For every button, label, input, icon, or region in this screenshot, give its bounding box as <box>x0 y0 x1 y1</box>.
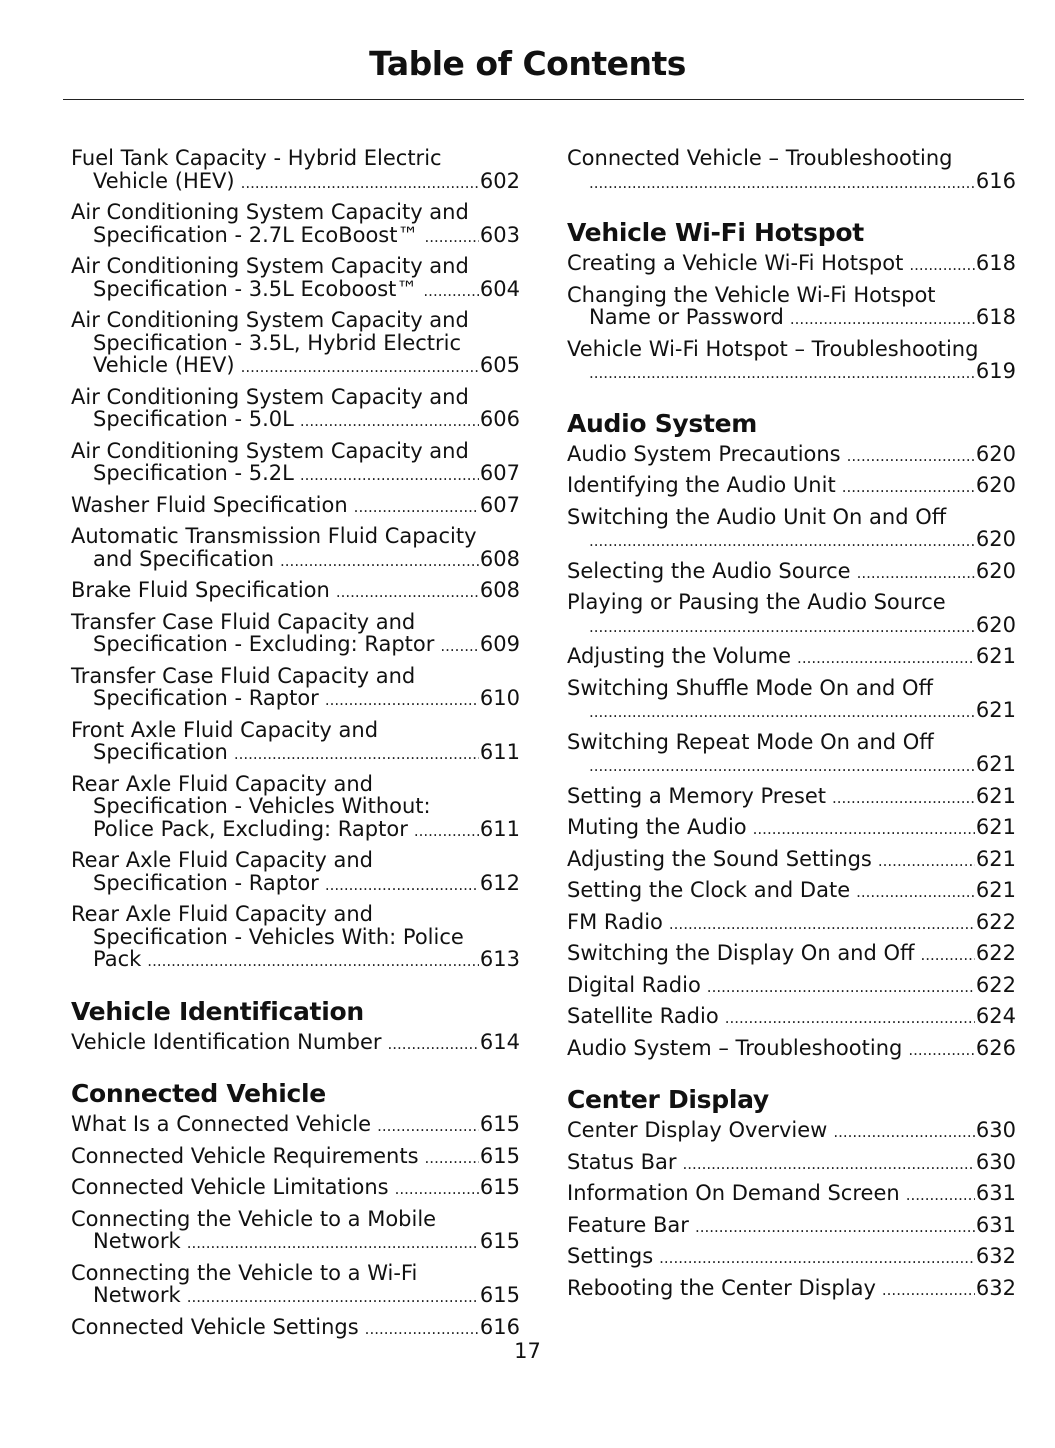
dot-leader <box>857 562 975 585</box>
toc-entry-last-line <box>71 741 520 766</box>
toc-entry[interactable] <box>567 1005 1016 1030</box>
toc-section <box>567 147 1016 194</box>
dot-leader <box>833 1121 975 1144</box>
toc-entry-text: Connecting the Vehicle to a Mobile <box>71 1206 437 1231</box>
toc-entry[interactable] <box>567 506 1016 553</box>
toc-entry[interactable] <box>71 525 520 572</box>
toc-page-number: 626 <box>975 1035 1016 1060</box>
toc-page-number: 630 <box>975 1149 1016 1174</box>
toc-page-number: 615 <box>479 1112 520 1136</box>
toc-entry[interactable] <box>567 848 1016 873</box>
toc-entry-last-line <box>567 528 1016 553</box>
toc-entry[interactable] <box>71 719 520 766</box>
toc-entry-last-line <box>71 1031 520 1056</box>
toc-entry-text: Specification - Excluding: Raptor <box>93 632 435 656</box>
section-heading: Center Display <box>567 1085 769 1114</box>
dot-leader <box>395 1178 479 1201</box>
toc-entry[interactable] <box>567 731 1016 778</box>
dot-leader <box>187 1286 479 1309</box>
toc-entry-last-line <box>567 753 1016 778</box>
toc-right-column <box>567 147 1016 1308</box>
toc-section-audio-system <box>567 409 1016 1062</box>
toc-entry-text: Switching Repeat Mode On and Off <box>567 729 934 754</box>
dot-leader <box>882 1279 975 1302</box>
section-heading: Connected Vehicle <box>71 1079 326 1108</box>
toc-entry-last-line <box>71 548 520 573</box>
toc-entry-text: Specification - Raptor <box>93 870 319 895</box>
toc-entry-text: Connected Vehicle Settings <box>71 1314 359 1339</box>
dot-leader <box>440 635 479 658</box>
dot-leader <box>909 254 975 277</box>
toc-entry-text: Vehicle Wi-Fi Hotspot – Troubleshooting <box>567 336 979 361</box>
toc-entry-text: Air Conditioning System Capacity and <box>71 438 469 463</box>
toc-entry[interactable] <box>567 911 1016 936</box>
toc-entry[interactable] <box>71 386 520 433</box>
toc-entry-text: Specification - Vehicles Without: <box>93 794 431 818</box>
toc-entry-text: Status Bar <box>567 1149 677 1174</box>
dot-leader <box>589 530 975 553</box>
toc-entry[interactable] <box>71 579 520 604</box>
toc-page-number: 631 <box>975 1181 1016 1205</box>
toc-entry[interactable] <box>71 255 520 302</box>
toc-page-number: 609 <box>479 632 520 656</box>
toc-page-number: 618 <box>975 251 1016 275</box>
toc-entry-last-line <box>567 252 1016 277</box>
toc-entry-last-line <box>567 360 1016 385</box>
dot-leader <box>908 1039 975 1062</box>
toc-page-number: 620 <box>975 441 1016 466</box>
toc-entry-last-line <box>71 278 520 303</box>
toc-entry-text: Air Conditioning System Capacity and <box>71 200 469 224</box>
toc-entry[interactable] <box>71 309 520 379</box>
toc-entry-text: Vehicle (HEV) <box>93 168 235 193</box>
dot-leader <box>669 913 975 936</box>
toc-entry-text: What Is a Connected Vehicle <box>71 1112 372 1136</box>
toc-entry-text: Fuel Tank Capacity - Hybrid Electric <box>71 146 442 170</box>
toc-entry-last-line <box>71 818 520 843</box>
toc-entry-text: Air Conditioning System Capacity and <box>71 384 469 409</box>
dot-leader <box>234 743 479 766</box>
title-divider <box>63 99 1024 100</box>
toc-entry-last-line <box>567 1151 1016 1176</box>
toc-entry-text: Police Pack, Excluding: Raptor <box>93 816 408 841</box>
toc-page-number: 631 <box>975 1212 1016 1237</box>
toc-entry-last-line <box>71 633 520 658</box>
toc-entry[interactable] <box>567 879 1016 904</box>
toc-entry-text: Rear Axle Fluid Capacity and <box>71 771 373 796</box>
dot-leader <box>753 818 975 841</box>
toc-entry-text: Muting the Audio <box>567 815 747 839</box>
toc-entry-text: Identifying the Audio Unit <box>567 473 836 497</box>
toc-entry-text: Audio System – Troubleshooting <box>567 1035 903 1060</box>
toc-page-number: 622 <box>975 972 1016 997</box>
page-title: Table of Contents <box>369 44 686 83</box>
toc-page-number: 621 <box>975 752 1016 776</box>
toc-entry-last-line <box>71 494 520 519</box>
toc-entry[interactable] <box>567 1151 1016 1176</box>
dot-leader <box>354 496 479 519</box>
toc-page-number: 632 <box>975 1244 1016 1268</box>
toc-entry-text: Connected Vehicle – Troubleshooting <box>567 146 953 170</box>
toc-page-number: 615 <box>479 1175 520 1199</box>
toc-entry[interactable] <box>567 252 1016 277</box>
toc-entry-last-line <box>567 1182 1016 1207</box>
toc-entry[interactable] <box>567 1037 1016 1062</box>
toc-entry-text: Rebooting the Center Display <box>567 1275 876 1300</box>
dot-leader <box>241 356 479 379</box>
dot-leader <box>790 308 975 331</box>
toc-entry[interactable] <box>567 1119 1016 1144</box>
toc-entry-text: Connecting the Vehicle to a Wi-Fi <box>71 1260 418 1285</box>
toc-entry-last-line <box>567 974 1016 999</box>
toc-page-number: 619 <box>975 359 1016 383</box>
toc-entry[interactable] <box>71 611 520 658</box>
dot-leader <box>589 755 975 778</box>
toc-entry-last-line <box>567 306 1016 331</box>
toc-entry-text: Specification <box>93 740 228 764</box>
toc-entry[interactable] <box>71 1316 520 1341</box>
dot-leader <box>424 226 478 249</box>
toc-entry-text: Center Display Overview <box>567 1118 828 1142</box>
dot-leader <box>659 1247 975 1270</box>
toc-entry-last-line <box>71 1284 520 1309</box>
toc-entry-last-line <box>567 911 1016 936</box>
toc-page-number: 606 <box>479 407 520 431</box>
dot-leader <box>365 1318 479 1341</box>
toc-page-number: 622 <box>975 909 1016 934</box>
toc-entry-last-line <box>567 170 1016 195</box>
dot-leader <box>832 787 975 810</box>
toc-entry[interactable] <box>71 773 520 843</box>
toc-page-number: 604 <box>479 276 520 301</box>
toc-entry-text: Digital Radio <box>567 972 701 997</box>
toc-entry[interactable] <box>567 974 1016 999</box>
toc-entry-last-line <box>567 879 1016 904</box>
dot-leader <box>725 1007 975 1030</box>
dot-leader <box>847 445 975 468</box>
toc-entry[interactable] <box>71 1262 520 1309</box>
toc-entry-last-line <box>567 443 1016 468</box>
toc-entry-last-line <box>567 816 1016 841</box>
toc-section-vehicle-wi-fi-hotspot <box>567 218 1016 385</box>
toc-page-number: 616 <box>479 1314 520 1339</box>
toc-page-number: 603 <box>479 222 520 247</box>
toc-entry-last-line <box>567 699 1016 724</box>
toc-entry-text: Connected Vehicle Limitations <box>71 1175 389 1199</box>
toc-entry[interactable] <box>567 785 1016 810</box>
section-heading: Audio System <box>567 408 758 438</box>
toc-entry-text: Information On Demand Screen <box>567 1181 900 1205</box>
toc-entry-text: Audio System Precautions <box>567 441 841 466</box>
toc-entry-text: Specification - 2.7L EcoBoost™ <box>93 222 419 247</box>
dot-leader <box>241 172 479 195</box>
toc-page-number: 621 <box>975 878 1016 902</box>
toc-entry-last-line <box>567 474 1016 499</box>
toc-section-center-display <box>567 1085 1016 1301</box>
toc-entry-last-line <box>567 645 1016 670</box>
toc-entry-text: Rear Axle Fluid Capacity and <box>71 848 373 872</box>
toc-page-number: 621 <box>975 783 1016 808</box>
toc-entry-text: Network <box>93 1229 181 1253</box>
dot-leader <box>147 950 479 973</box>
toc-entry-last-line <box>567 1245 1016 1270</box>
toc-entry-last-line <box>567 560 1016 585</box>
toc-entry-last-line <box>71 1176 520 1201</box>
toc-entry-text: FM Radio <box>567 909 663 934</box>
toc-entry-text: Switching the Audio Unit On and Off <box>567 504 947 529</box>
toc-page-number: 622 <box>975 941 1016 965</box>
toc-entry-text: Air Conditioning System Capacity and <box>71 308 469 332</box>
toc-entry-last-line <box>567 1037 1016 1062</box>
dot-leader <box>377 1115 479 1138</box>
dot-leader <box>325 689 479 712</box>
toc-entry[interactable] <box>567 284 1016 331</box>
section-heading: Vehicle Wi-Fi Hotspot <box>567 218 864 247</box>
toc-page-number: 620 <box>975 612 1016 637</box>
toc-entry-last-line <box>567 785 1016 810</box>
toc-entry-text: Adjusting the Volume <box>567 644 792 668</box>
toc-entry-text: Switching Shuffle Mode On and Off <box>567 675 934 700</box>
toc-entry-text: Vehicle Identification Number <box>71 1029 382 1054</box>
toc-page-number: 615 <box>479 1283 520 1307</box>
toc-entry[interactable] <box>71 1113 520 1138</box>
toc-entry[interactable] <box>71 849 520 896</box>
toc-entry-text: Satellite Radio <box>567 1004 719 1028</box>
dot-leader <box>906 1184 975 1207</box>
dot-leader <box>878 850 975 873</box>
toc-entry[interactable] <box>567 560 1016 585</box>
toc-page-number: 612 <box>479 870 520 895</box>
section-heading: Vehicle Identification <box>71 996 364 1026</box>
toc-entry-last-line <box>567 942 1016 967</box>
toc-page-number: 610 <box>479 686 520 710</box>
toc-page-number: 621 <box>975 815 1016 839</box>
toc-entry[interactable] <box>71 1145 520 1170</box>
toc-entry-text: Feature Bar <box>567 1212 689 1237</box>
toc-entry-text: Setting the Clock and Date <box>567 878 851 902</box>
dot-leader <box>280 550 479 573</box>
toc-entry-last-line <box>567 1005 1016 1030</box>
toc-entry[interactable] <box>71 494 520 519</box>
toc-page-number: 607 <box>479 492 520 517</box>
toc-entry-last-line <box>71 462 520 487</box>
toc-entry[interactable] <box>71 201 520 248</box>
toc-entry-text: Changing the Vehicle Wi-Fi Hotspot <box>567 282 936 307</box>
toc-entry[interactable] <box>71 1031 520 1056</box>
toc-entry-text: Automatic Transmission Fluid Capacity <box>71 524 477 548</box>
toc-page-number: 620 <box>975 558 1016 583</box>
toc-entry-last-line <box>567 848 1016 873</box>
dot-leader <box>414 820 479 843</box>
toc-entry[interactable] <box>567 443 1016 468</box>
toc-entry-last-line <box>71 170 520 195</box>
toc-entry-text: Network <box>93 1283 181 1307</box>
toc-entry-text: Washer Fluid Specification <box>71 492 348 517</box>
toc-entry-text: Specification - Raptor <box>93 686 319 710</box>
toc-entry[interactable] <box>71 903 520 973</box>
toc-entry-text: Specification - 3.5L, Hybrid Electric <box>93 330 462 355</box>
dot-leader <box>325 874 479 897</box>
toc-entry-text: Creating a Vehicle Wi-Fi Hotspot <box>567 251 904 275</box>
toc-entry-text: Vehicle (HEV) <box>93 353 235 377</box>
toc-page-number: 618 <box>975 305 1016 329</box>
toc-entry-text: Specification - 5.2L <box>93 461 294 485</box>
dot-leader <box>797 647 975 670</box>
toc-page-number: 630 <box>975 1118 1016 1142</box>
toc-entry[interactable] <box>567 677 1016 724</box>
toc-entry-last-line <box>71 948 520 973</box>
toc-entry-text: Specification - 5.0L <box>93 407 294 431</box>
dot-leader <box>388 1033 479 1056</box>
dot-leader <box>589 616 975 639</box>
toc-entry[interactable] <box>567 1245 1016 1270</box>
toc-section-connected-vehicle <box>71 1079 520 1340</box>
dot-leader <box>300 464 479 487</box>
toc-entry-text: Name or Password <box>589 305 784 329</box>
dot-leader <box>423 280 479 303</box>
dot-leader <box>300 410 479 433</box>
toc-entry-last-line <box>71 687 520 712</box>
toc-page-number: 608 <box>479 578 520 602</box>
dot-leader <box>589 701 975 724</box>
toc-entry-text: Selecting the Audio Source <box>567 558 851 583</box>
toc-page-number: 614 <box>479 1029 520 1054</box>
toc-page-number: 615 <box>479 1143 520 1168</box>
toc-entry-text: Adjusting the Sound Settings <box>567 846 872 871</box>
dot-leader <box>187 1232 479 1255</box>
page-number: 17 <box>514 1339 541 1363</box>
toc-entry-text: and Specification <box>93 546 275 571</box>
toc-entry[interactable] <box>567 816 1016 841</box>
dot-leader <box>683 1153 975 1176</box>
dot-leader <box>589 362 975 385</box>
toc-entry[interactable] <box>567 474 1016 499</box>
toc-entry-text: Settings <box>567 1244 654 1268</box>
toc-entry-last-line <box>71 579 520 604</box>
toc-entry-text: Playing or Pausing the Audio Source <box>567 590 946 614</box>
toc-entry[interactable] <box>71 1208 520 1255</box>
toc-page-number: 632 <box>975 1275 1016 1300</box>
dot-leader <box>589 172 975 195</box>
toc-page-number: 621 <box>975 698 1016 722</box>
toc-entry[interactable] <box>71 1176 520 1201</box>
toc-page-number: 620 <box>975 473 1016 497</box>
toc-entry-text: Specification - 3.5L Ecoboost™ <box>93 276 418 301</box>
toc-page-number: 621 <box>975 846 1016 871</box>
toc-entry-last-line <box>567 1277 1016 1302</box>
toc-entry-last-line <box>71 1145 520 1170</box>
toc-entry-last-line <box>71 354 520 379</box>
toc-section <box>71 147 520 973</box>
toc-entry[interactable] <box>567 338 1016 385</box>
toc-page-number: 615 <box>479 1229 520 1253</box>
toc-page-number: 602 <box>479 168 520 193</box>
toc-page-number: 620 <box>975 527 1016 551</box>
toc-entry[interactable] <box>71 665 520 712</box>
toc-left-column <box>71 147 520 1347</box>
toc-entry-text: Connected Vehicle Requirements <box>71 1143 419 1168</box>
toc-section-vehicle-identification <box>71 997 520 1056</box>
toc-page-number: 608 <box>479 546 520 571</box>
toc-entry[interactable] <box>567 942 1016 967</box>
toc-entry-last-line <box>71 224 520 249</box>
dot-leader <box>336 581 479 604</box>
dot-leader <box>707 976 975 999</box>
toc-page-number: 611 <box>479 740 520 764</box>
toc-entry-text: Specification - Vehicles With: Police <box>93 924 464 949</box>
toc-page-number: 605 <box>479 353 520 377</box>
dot-leader <box>842 476 975 499</box>
toc-entry-last-line <box>567 1119 1016 1144</box>
dot-leader <box>695 1216 975 1239</box>
toc-entry-last-line <box>71 872 520 897</box>
toc-entry-last-line <box>567 1214 1016 1239</box>
toc-entry[interactable] <box>567 1182 1016 1207</box>
toc-entry[interactable] <box>567 1214 1016 1239</box>
toc-entry-text: Brake Fluid Specification <box>71 578 330 602</box>
toc-page-number: 621 <box>975 644 1016 668</box>
toc-entry-text: Transfer Case Fluid Capacity and <box>71 663 416 688</box>
toc-entry[interactable] <box>567 645 1016 670</box>
toc-entry[interactable] <box>567 147 1016 194</box>
dot-leader <box>921 944 975 967</box>
toc-page-number: 611 <box>479 816 520 841</box>
toc-entry-last-line <box>71 1113 520 1138</box>
toc-entry-last-line <box>567 614 1016 639</box>
toc-page-number: 613 <box>479 947 520 971</box>
toc-entry-text: Air Conditioning System Capacity and <box>71 254 469 278</box>
toc-entry-text: Pack <box>93 947 142 971</box>
toc-entry-last-line <box>71 408 520 433</box>
toc-entry-last-line <box>71 1230 520 1255</box>
dot-leader <box>856 881 975 904</box>
dot-leader <box>425 1147 479 1170</box>
toc-entry-text: Setting a Memory Preset <box>567 783 826 808</box>
toc-entry-text: Switching the Display On and Off <box>567 941 915 965</box>
toc-page-number: 607 <box>479 461 520 485</box>
toc-page-number: 624 <box>975 1004 1016 1028</box>
toc-entry[interactable] <box>71 147 520 194</box>
toc-entry[interactable] <box>567 1277 1016 1302</box>
toc-entry-text: Transfer Case Fluid Capacity and <box>71 609 416 634</box>
toc-entry[interactable] <box>71 440 520 487</box>
toc-entry-text: Rear Axle Fluid Capacity and <box>71 902 373 926</box>
toc-entry[interactable] <box>567 591 1016 638</box>
toc-entry-text: Front Axle Fluid Capacity and <box>71 717 379 742</box>
toc-entry-last-line <box>71 1316 520 1341</box>
toc-page-number: 616 <box>975 168 1016 193</box>
